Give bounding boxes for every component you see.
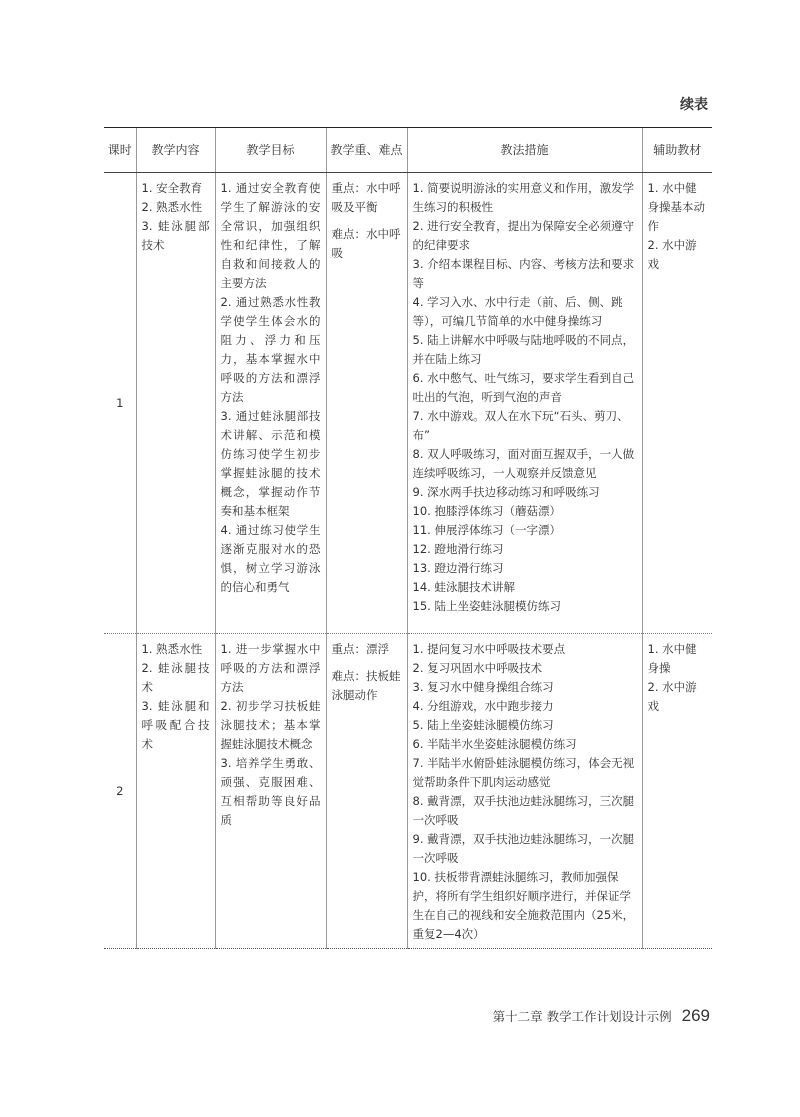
chapter-title: 第十二章 教学工作计划设计示例 <box>492 1009 672 1024</box>
page-footer <box>493 1006 710 1026</box>
list-item: 11. 伸展浮体练习（一字漂） <box>412 523 561 537</box>
list-item: 13. 蹬边滑行练习 <box>412 561 504 575</box>
table-header-row <box>104 128 712 173</box>
list-item: 1. 简要说明游泳的实用意义和作用，激发学生练习的积极性 <box>412 181 635 214</box>
list-item: 5. 陆上坐姿蛙泳腿模仿练习 <box>412 718 554 732</box>
list-item: 7. 水中游戏。双人在水下玩“石头、剪刀、布” <box>412 409 629 442</box>
list-item: 2. 蛙泳腿技术 <box>141 661 210 694</box>
lesson-plan-table <box>104 127 712 949</box>
list-item: 10. 扶板带背漂蛙泳腿练习，教师加强保护，将所有学生组织好顺序进行，并保证学生在自己的视线和安全施救范围内（25米，重复2—4次） <box>412 870 635 941</box>
aux-cell <box>642 634 712 949</box>
difficult-point: 难点：扶板蛙泳腿动作 <box>331 669 401 702</box>
aux-cell <box>642 173 712 634</box>
key-point: 重点：水中呼吸及平衡 <box>331 181 401 214</box>
continuation-label: 续表 <box>680 97 708 113</box>
list-item: 15. 陆上坐姿蛙泳腿模仿练习 <box>412 599 561 613</box>
list-item: 3. 通过蛙泳腿部技术讲解、示范和模仿练习使学生初步掌握蛙泳腿的技术概念，掌握动作节奏和基本框架 <box>220 409 321 518</box>
list-item: 1. 进一步掌握水中呼吸的方法和漂浮方法 <box>220 642 321 694</box>
lesson-number: 1 <box>104 173 136 634</box>
methods-cell <box>407 173 642 634</box>
lesson-number: 2 <box>104 634 136 949</box>
header-lesson: 课时 <box>104 128 136 173</box>
list-item: 8. 戴背漂，双手扶池边蛙泳腿练习，三次腿一次呼吸 <box>412 794 635 827</box>
list-item: 6. 半陆半水坐姿蛙泳腿模仿练习 <box>412 737 577 751</box>
difficult-point: 难点：水中呼吸 <box>331 227 401 260</box>
header-goals: 教学目标 <box>215 128 326 173</box>
list-item: 2. 熟悉水性 <box>141 200 203 214</box>
list-item: 9. 深水两手扶边移动练习和呼吸练习 <box>412 485 600 499</box>
list-item: 1. 水中健身操基本动作 <box>647 181 705 233</box>
table-row <box>104 634 712 949</box>
list-item: 1. 安全教育 <box>141 181 203 195</box>
list-item: 1. 提问复习水中呼吸技术要点 <box>412 642 566 656</box>
list-item: 2. 通过熟悉水性教学使学生体会水的阻力、浮力和压力，基本掌握水中呼吸的方法和漂浮方法 <box>220 295 321 404</box>
header-content: 教学内容 <box>136 128 215 173</box>
list-item: 12. 蹬地滑行练习 <box>412 542 504 556</box>
list-item: 2. 初步学习扶板蛙泳腿技术；基本掌握蛙泳腿技术概念 <box>220 699 321 751</box>
list-item: 3. 蛙泳腿和呼吸配合技术 <box>141 699 210 751</box>
list-item: 1. 通过安全教育使学生了解游泳的安全常识，加强组织性和纪律性，了解自救和间接救人的主要方法 <box>220 181 321 290</box>
keypoints-cell <box>326 173 407 634</box>
list-item: 2. 进行安全教育，提出为保障安全必须遵守的纪律要求 <box>412 219 635 252</box>
page-number: 269 <box>681 1006 710 1025</box>
methods-cell <box>407 634 642 949</box>
list-item: 2. 水中游戏 <box>647 238 697 271</box>
list-item: 9. 戴背漂，双手扶池边蛙泳腿练习，一次腿一次呼吸 <box>412 832 635 865</box>
list-item: 7. 半陆半水俯卧蛙泳腿模仿练习，体会无视觉帮助条件下肌肉运动感觉 <box>412 756 635 789</box>
list-item: 3. 蛙泳腿部技术 <box>141 219 210 252</box>
list-item: 1. 熟悉水性 <box>141 642 203 656</box>
list-item: 3. 培养学生勇敢、顽强、克服困难、互相帮助等良好品质 <box>220 756 321 827</box>
list-item: 4. 通过练习使学生逐渐克服对水的恐惧，树立学习游泳的信心和勇气 <box>220 523 321 594</box>
list-item: 4. 学习入水、水中行走（前、后、侧、跳等），可编几节简单的水中健身操练习 <box>412 295 623 328</box>
header-methods: 教法措施 <box>407 128 642 173</box>
list-item: 1. 水中健身操 <box>647 642 697 675</box>
key-point: 重点：漂浮 <box>331 642 389 656</box>
list-item: 4. 分组游戏，水中跑步接力 <box>412 699 554 713</box>
list-item: 8. 双人呼吸练习，面对面互握双手，一人做连续呼吸练习，一人观察并反馈意见 <box>412 447 635 480</box>
goals-cell <box>215 634 326 949</box>
list-item: 14. 蛙泳腿技术讲解 <box>412 580 515 594</box>
table-row <box>104 173 712 634</box>
list-item: 2. 水中游戏 <box>647 680 697 713</box>
list-item: 3. 介绍本课程目标、内容、考核方法和要求等 <box>412 257 635 290</box>
keypoints-cell <box>326 634 407 949</box>
list-item: 2. 复习巩固水中呼吸技术 <box>412 661 543 675</box>
list-item: 5. 陆上讲解水中呼吸与陆地呼吸的不同点，并在陆上练习 <box>412 333 635 366</box>
list-item: 3. 复习水中健身操组合练习 <box>412 680 554 694</box>
content-cell <box>136 173 215 634</box>
header-aux: 辅助教材 <box>642 128 712 173</box>
header-keypoints: 教学重、难点 <box>326 128 407 173</box>
list-item: 6. 水中憋气、吐气练习，要求学生看到自己吐出的气泡，听到气泡的声音 <box>412 371 635 404</box>
goals-cell <box>215 173 326 634</box>
content-cell <box>136 634 215 949</box>
list-item: 10. 抱膝浮体练习（蘑菇漂） <box>412 504 561 518</box>
